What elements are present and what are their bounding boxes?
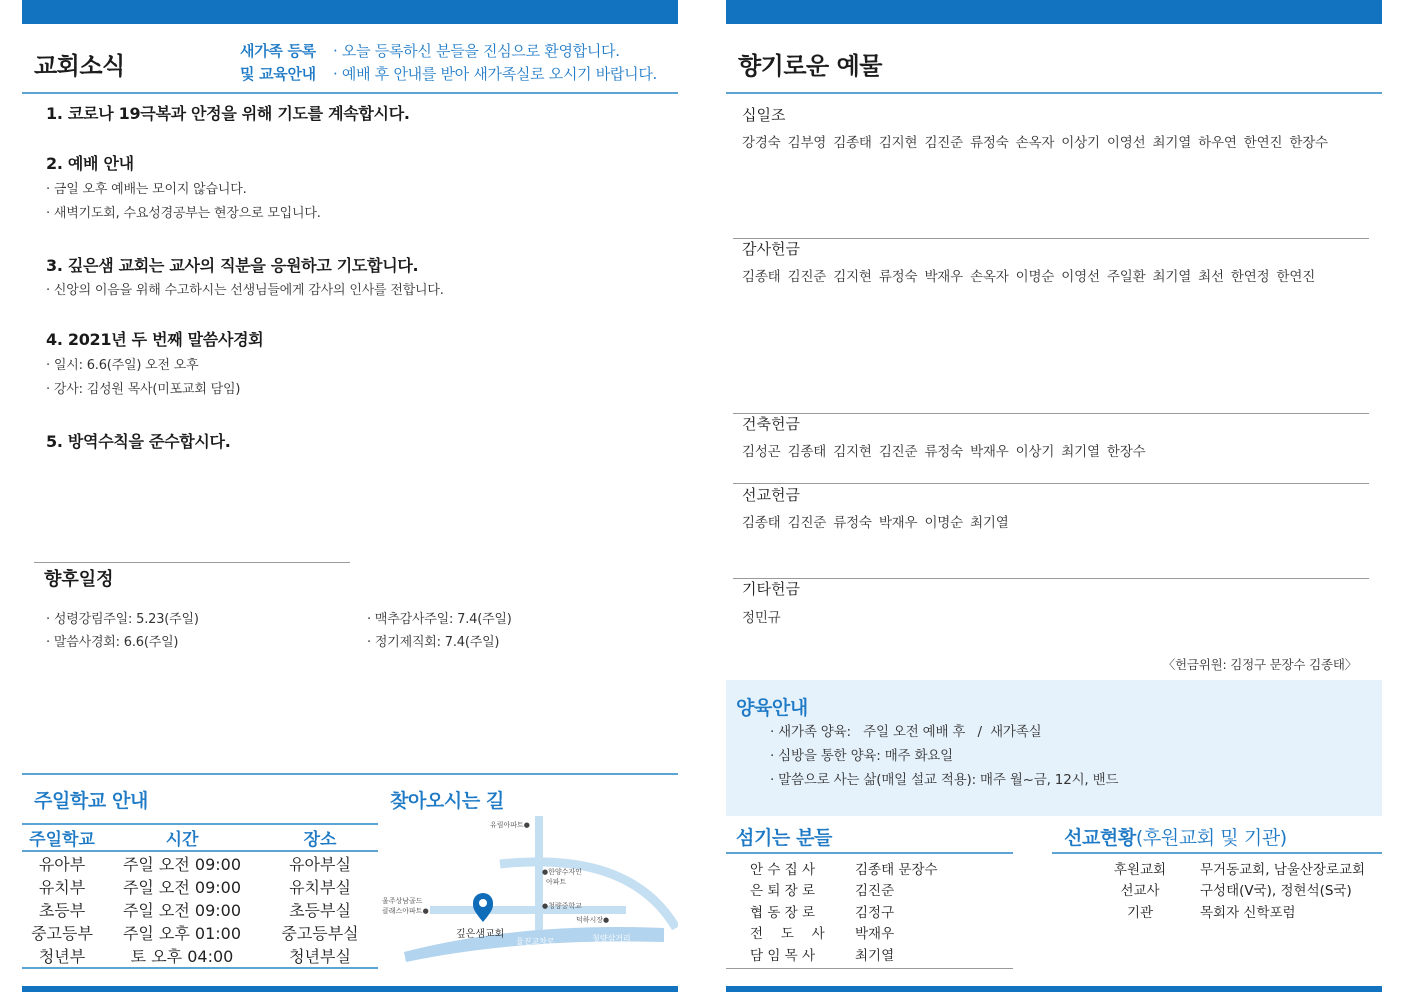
offering-group-names: 강경숙 김부영 김종태 김지현 김진준 류정숙 손옥자 이상기 이영선 최기열 하우연 한연진 한장수 xyxy=(742,135,1328,151)
time-cell: 주일 오전 09:00 xyxy=(122,878,242,897)
servants-divider-top xyxy=(726,852,1013,854)
church-location-pin-icon xyxy=(473,893,493,922)
left-top-bar xyxy=(22,0,678,24)
news-item-2-line-1: · 금일 오후 예배는 모이지 않습니다. xyxy=(46,182,247,197)
offering-group-name: 선교헌금 xyxy=(742,486,800,504)
news-item-1-title: 1. 코로나 19극복과 안정을 위해 기도를 계속합시다. xyxy=(46,104,410,123)
time-cell: 주일 오전 09:00 xyxy=(122,901,242,920)
offering-group-names: 김성곤 김종태 김지현 김진준 류정숙 박재우 이상기 최기열 한장수 xyxy=(742,444,1146,460)
schedule-item: · 맥추감사주일: 7.4(주일) xyxy=(367,612,512,627)
role-cell: 안 수 집 사 xyxy=(750,861,816,878)
map-road-vertical xyxy=(535,816,543,936)
place-cell: 유아부실 xyxy=(289,855,351,874)
names-cell: 최기열 xyxy=(855,947,895,964)
schedule-item: · 정기제직회: 7.4(주일) xyxy=(367,635,500,650)
school-cell: 유아부 xyxy=(38,855,86,874)
mission-title-main: 선교현황 xyxy=(1064,827,1136,849)
table-row xyxy=(750,900,938,922)
offering-separator xyxy=(733,238,1369,239)
table-row xyxy=(1080,879,1365,901)
location-map xyxy=(380,810,678,970)
place-cell: 초등부실 xyxy=(289,901,351,920)
mission-value-cell: 구성태(V국), 정현석(S국) xyxy=(1200,883,1352,900)
right-top-bar xyxy=(726,0,1382,24)
role-cell: 은 퇴 장 로 xyxy=(750,883,816,900)
mission-value-cell: 무거동교회, 남울산장로교회 xyxy=(1200,861,1366,878)
mission-title-sub: (후원교회 및 기관) xyxy=(1135,827,1287,849)
news-title: 교회소식 xyxy=(34,52,125,80)
servants-divider-bottom xyxy=(726,968,1013,969)
map-title: 찾아오시는 길 xyxy=(390,790,504,812)
table-row xyxy=(22,851,378,875)
offering-separator xyxy=(733,413,1369,414)
newcomer-label-2: 및 교육안내 xyxy=(240,65,316,83)
table-row xyxy=(22,898,378,921)
role-cell: 담 임 목 사 xyxy=(750,947,816,964)
header-time: 시간 xyxy=(165,830,199,850)
table-row xyxy=(750,857,938,879)
schedule-divider xyxy=(34,562,350,563)
servants-table xyxy=(750,857,938,965)
school-cell: 유치부 xyxy=(38,878,86,897)
news-item-2-title: 2. 예배 안내 xyxy=(46,154,134,173)
map-label-apt1: 유림아파트● xyxy=(490,821,530,829)
map-label-apt2a: ●한양수자인 xyxy=(542,868,582,876)
map-road-horizontal xyxy=(430,906,626,914)
offering-group-names: 김종태 김진준 김지현 류정숙 박재우 손옥자 이명순 이영선 주일환 최기열 최선 한연정 한연진 xyxy=(742,269,1316,285)
mission-table xyxy=(1080,857,1365,922)
time-cell: 주일 오전 09:00 xyxy=(122,855,242,874)
map-label-apt2b: 아파트 xyxy=(546,878,567,886)
place-cell: 유치부실 xyxy=(289,878,351,897)
offering-title: 향기로운 예물 xyxy=(738,52,882,80)
offering-group-name: 건축헌금 xyxy=(742,415,800,433)
school-cell: 초등부 xyxy=(38,901,86,920)
news-item-2-line-2: · 새벽기도회, 수요성경공부는 현장으로 모입니다. xyxy=(46,206,321,221)
offering-separator xyxy=(733,578,1369,579)
offering-committee: 〈헌금위원: 김정구 문장수 김종태〉 xyxy=(1162,657,1357,672)
news-item-3-title: 3. 깊은샘 교회는 교사의 직분을 응원하고 기도합니다. xyxy=(46,256,419,275)
map-label-church: 깊은샘교회 xyxy=(456,929,505,940)
servants-title: 섬기는 분들 xyxy=(736,827,832,849)
table-row xyxy=(1080,900,1365,922)
schedule-col-1 xyxy=(46,608,199,654)
table-row xyxy=(750,879,938,901)
schedule-item: · 성령강림주일: 5.23(주일) xyxy=(46,612,199,627)
map-label-gold2: 클래스아파트● xyxy=(382,907,429,915)
place-cell: 중고등부실 xyxy=(281,924,359,943)
map-label-market: 덕하시장● xyxy=(576,916,610,924)
map-label-road2: 청량삼거리 xyxy=(592,934,631,943)
schedule-title: 향후일정 xyxy=(44,569,114,590)
table-row xyxy=(1080,857,1365,879)
table-row xyxy=(22,944,378,968)
news-item-5-title: 5. 방역수칙을 준수합시다. xyxy=(46,432,231,451)
news-divider xyxy=(22,92,678,94)
table-row xyxy=(750,943,938,965)
right-bottom-bar xyxy=(726,986,1382,992)
mission-label-cell: 후원교회 xyxy=(1113,861,1167,878)
role-cell: 전 도 사 xyxy=(750,926,825,943)
time-cell: 토 오후 04:00 xyxy=(130,947,234,966)
names-cell: 김종태 문장수 xyxy=(855,861,938,878)
school-cell: 중고등부 xyxy=(31,924,93,943)
newcomer-label xyxy=(240,40,316,86)
names-cell: 김진준 xyxy=(855,883,895,900)
newcomer-text-1: · 오늘 등록하신 분들을 진심으로 환영합니다. xyxy=(333,42,620,60)
nurture-lines xyxy=(770,720,1118,792)
news-item-3-line-1: · 신앙의 이음을 위해 수고하시는 선생님들에게 감사의 인사를 전합니다. xyxy=(46,283,444,298)
sunday-school-divider xyxy=(22,773,678,775)
mission-title xyxy=(1064,823,1287,850)
nurture-line: · 말씀으로 사는 삶(매일 설교 적용): 매주 월~금, 12시, 밴드 xyxy=(770,772,1119,788)
time-cell: 주일 오후 01:00 xyxy=(122,924,242,943)
offering-group-names: 김종태 김진준 류정숙 박재우 이명순 최기열 xyxy=(742,515,1009,531)
mission-value-cell: 목회자 신학포럼 xyxy=(1200,904,1296,921)
nurture-title: 양육안내 xyxy=(736,697,808,719)
schedule-item: · 말씀사경회: 6.6(주일) xyxy=(46,635,179,650)
nurture-line: · 심방을 통한 양육: 매주 화요일 xyxy=(770,748,953,764)
table-row xyxy=(22,875,378,898)
newcomer-text xyxy=(333,40,657,86)
table-row xyxy=(22,921,378,944)
map-label-road1: 율진교차로 xyxy=(516,937,555,946)
offering-group-names: 정민규 xyxy=(742,610,781,626)
nurture-line: · 새가족 양육: 주일 오전 예배 후 / 새가족실 xyxy=(770,724,1042,740)
names-cell: 김정구 xyxy=(855,904,895,921)
offering-group-name: 십일조 xyxy=(742,106,786,124)
map-label-gold1: 울주상남골드 xyxy=(382,897,423,905)
mission-label-cell: 선교사 xyxy=(1120,883,1160,900)
news-item-4-title: 4. 2021년 두 번째 말씀사경회 xyxy=(46,330,264,349)
mission-label-cell: 기관 xyxy=(1126,904,1154,921)
map-label-school: ●청량중학교 xyxy=(542,902,582,910)
place-cell: 청년부실 xyxy=(289,947,351,966)
header-place: 장소 xyxy=(303,830,337,850)
news-item-4-line-1: · 일시: 6.6(주일) 오전 오후 xyxy=(46,358,199,373)
news-item-4-line-2: · 강사: 김성원 목사(미포교회 담임) xyxy=(46,382,241,397)
offering-divider xyxy=(726,92,1382,94)
sunday-school-title: 주일학교 안내 xyxy=(34,790,148,812)
mission-divider xyxy=(1052,852,1382,854)
newcomer-text-2: · 예배 후 안내를 받아 새가족실로 오시기 바랍니다. xyxy=(333,65,658,83)
school-cell: 청년부 xyxy=(38,947,86,966)
left-bottom-bar xyxy=(22,986,678,992)
newcomer-label-1: 새가족 등록 xyxy=(240,42,316,60)
offering-separator xyxy=(733,483,1369,484)
offering-group-name: 감사헌금 xyxy=(742,240,800,258)
table-row xyxy=(750,922,938,944)
role-cell: 협 동 장 로 xyxy=(750,904,816,921)
schedule-col-2 xyxy=(367,608,512,654)
table-header-row xyxy=(22,824,378,851)
offering-group-name: 기타헌금 xyxy=(742,580,800,598)
names-cell: 박재우 xyxy=(855,926,895,943)
header-school: 주일학교 xyxy=(29,830,95,850)
sunday-school-table xyxy=(22,823,378,969)
